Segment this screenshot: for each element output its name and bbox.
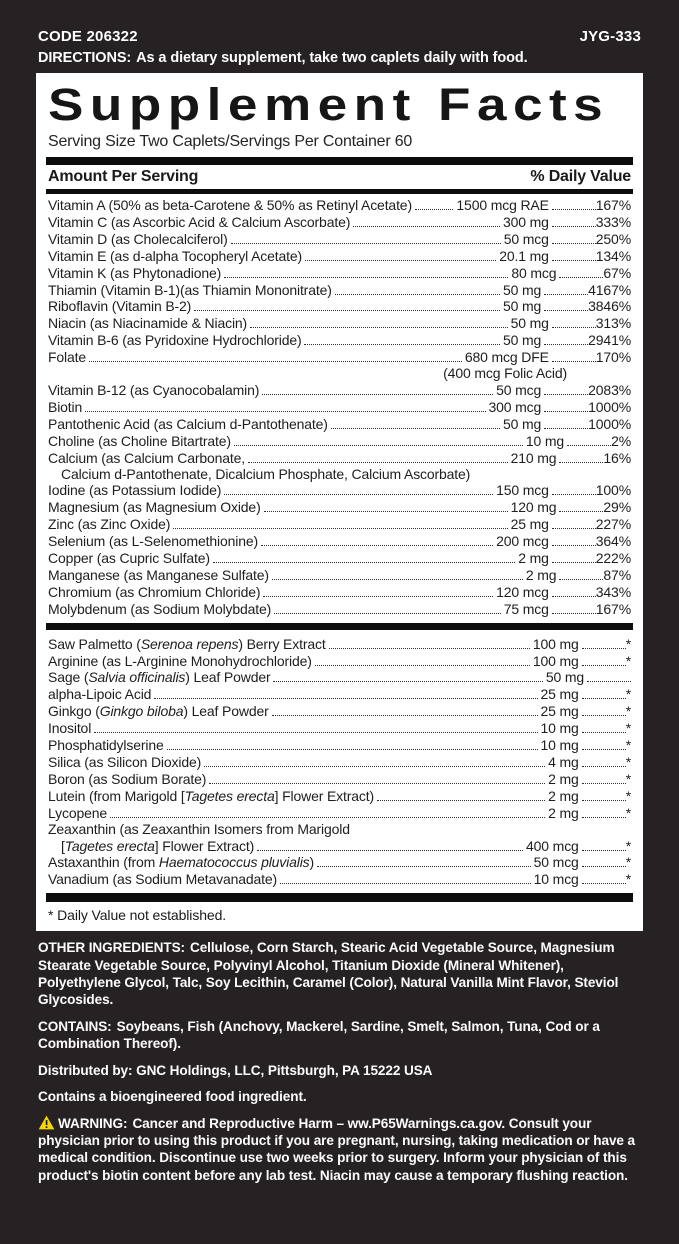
nutrient-daily-value: 2% — [611, 432, 631, 449]
nutrient-name: Pantothenic Acid (as Calcium d-Pantothenate) — [48, 415, 328, 432]
dotted-leader — [209, 771, 545, 784]
warning-triangle-icon — [38, 1115, 55, 1130]
section-divider-bar — [46, 623, 633, 630]
nutrient-row — [48, 399, 631, 416]
nutrient-daily-value: 167% — [595, 600, 631, 617]
nutrient-name: Vitamin D (as Cholecalciferol) — [48, 230, 228, 247]
dotted-leader — [582, 737, 626, 750]
nutrient-daily-value: * — [625, 804, 631, 821]
dotted-leader — [257, 838, 523, 851]
dotted-leader — [552, 533, 596, 546]
dotted-leader — [377, 788, 545, 801]
dotted-leader — [273, 669, 542, 682]
dotted-leader — [331, 416, 500, 429]
dotted-leader — [317, 854, 531, 867]
nutrient-daily-value: 2083% — [588, 381, 631, 398]
daily-value-footnote: * Daily Value not established. — [48, 907, 227, 924]
nutrient-name: Folate — [48, 349, 87, 366]
nutrient-row — [48, 686, 631, 703]
dotted-leader — [94, 720, 537, 733]
nutrient-name: Selenium (as L-Selenomethionine) — [48, 533, 258, 550]
dotted-leader — [544, 382, 588, 395]
dotted-leader — [250, 315, 508, 328]
nutrient-daily-value: 29% — [603, 499, 631, 516]
serving-info: Serving Size Two Caplets/Servings Per Container 60 — [48, 133, 413, 150]
nutrient-name: Copper (as Cupric Sulfate) — [48, 550, 210, 567]
label-top-header — [0, 0, 679, 66]
nutrient-row — [48, 720, 631, 737]
nutrient-daily-value: 170% — [595, 349, 631, 366]
nutrient-daily-value: * — [625, 854, 631, 871]
dotted-leader — [261, 533, 493, 546]
nutrient-amount: 25 mg — [540, 686, 579, 703]
contains-label: CONTAINS: — [38, 1018, 112, 1034]
nutrient-row — [48, 265, 631, 282]
supplement-facts-panel — [36, 73, 643, 931]
dotted-leader — [582, 854, 626, 867]
dotted-leader — [552, 601, 596, 614]
dotted-leader — [173, 516, 507, 529]
nutrient-amount: 150 mcg — [496, 482, 549, 499]
nutrient-amount: 120 mg — [510, 499, 557, 516]
nutrient-daily-value: 167% — [595, 197, 631, 213]
nutrient-row — [48, 231, 631, 248]
nutrient-amount: 4 mg — [548, 754, 579, 770]
nutrient-name: Iodine (as Potassium Iodide) — [48, 482, 222, 499]
nutrient-daily-value: * — [625, 787, 631, 804]
dotted-leader — [204, 754, 545, 767]
vitamins-minerals-table — [46, 194, 633, 620]
dotted-leader — [85, 399, 485, 412]
dotted-leader — [582, 805, 626, 818]
nutrient-row — [48, 838, 631, 855]
nutrient-daily-value: 16% — [603, 449, 631, 466]
dotted-leader — [544, 416, 588, 429]
nutrient-row — [48, 332, 631, 349]
nutrient-daily-value: 1000% — [588, 415, 631, 432]
nutrient-name: Astaxanthin (from Haematococcus pluvialis) — [48, 854, 315, 871]
nutrient-daily-value: 67% — [603, 264, 631, 281]
nutrient-amount: 210 mg — [510, 449, 557, 466]
nutrient-name: Molybdenum (as Sodium Molybdate) — [48, 600, 272, 617]
nutrient-amount: 10 mg — [540, 720, 579, 737]
distributed-by: Distributed by: GNC Holdings, LLC, Pittsburgh, PA 15222 USA — [38, 1062, 433, 1078]
dotted-leader — [274, 601, 501, 614]
nutrient-amount: 2 mg — [548, 787, 579, 804]
dotted-leader — [248, 450, 508, 463]
nutrient-name: Zinc (as Zinc Oxide) — [48, 516, 171, 533]
nutrient-amount: 50 mg — [502, 281, 542, 298]
nutrient-name: Boron (as Sodium Borate) — [48, 770, 207, 787]
nutrient-amount: 10 mcg — [533, 871, 579, 888]
dotted-leader — [544, 399, 588, 412]
dotted-leader — [559, 499, 603, 512]
divider-bar — [46, 157, 633, 165]
nutrient-row — [48, 298, 631, 315]
nutrient-row — [48, 450, 631, 467]
dotted-leader — [544, 282, 588, 295]
dotted-leader — [587, 669, 631, 682]
dotted-leader — [552, 584, 596, 597]
nutrient-row — [48, 584, 631, 601]
nutrient-name: Sage (Salvia officinalis) Leaf Powder — [48, 669, 271, 686]
nutrient-amount: 2 mg — [548, 804, 579, 821]
dotted-leader — [280, 871, 531, 884]
contains-text: Soybeans, Fish (Anchovy, Mackerel, Sardine, Smelt, Salmon, Tuna, Cod or a Combination Thereof). — [38, 1018, 600, 1052]
nutrient-daily-value: 343% — [595, 583, 631, 600]
nutrient-amount: 2 mg — [525, 566, 557, 583]
nutrient-amount: 300 mcg — [488, 398, 542, 415]
dotted-leader — [567, 433, 611, 446]
dotted-leader — [582, 838, 626, 851]
nutrient-amount: 10 mg — [525, 432, 565, 449]
nutrient-daily-value: 313% — [595, 315, 631, 332]
dotted-leader — [234, 433, 523, 446]
warning-text: Cancer and Reproductive Harm – ww.P65Warnings.ca.gov. Consult your physician prior to using this product if you are pregnant, nursing, taking medication or have a medical condition. Discontinue use two weeks prior to surgery. Inform your physician of this product's biotin content before any lab test. Niacin may cause a temporary flushing reaction. — [38, 1115, 636, 1183]
nutrient-name: Vitamin B-6 (as Pyridoxine Hydrochloride) — [48, 332, 302, 349]
dotted-leader — [194, 298, 500, 311]
nutrient-name: Vitamin C (as Ascorbic Acid & Calcium Ascorbate) — [48, 213, 351, 230]
dotted-leader — [353, 214, 500, 227]
dotted-leader — [263, 584, 493, 597]
nutrient-row — [48, 567, 631, 584]
nutrient-subrow — [48, 467, 631, 483]
warning-label: WARNING: — [58, 1115, 128, 1131]
dotted-leader — [262, 382, 493, 395]
nutrient-row — [48, 550, 631, 567]
code-row — [38, 28, 641, 45]
nutrient-daily-value: 222% — [595, 550, 631, 567]
dotted-leader — [304, 332, 500, 345]
amount-per-serving-header: Amount Per Serving — [48, 168, 199, 185]
dotted-leader — [582, 720, 626, 733]
nutrient-row — [48, 499, 631, 516]
dotted-leader — [552, 482, 596, 495]
nutrient-daily-value: 227% — [595, 516, 631, 533]
nutrient-name: Phosphatidylserine — [48, 737, 164, 754]
nutrient-name: alpha-Lipoic Acid — [48, 686, 152, 703]
nutrient-row — [48, 516, 631, 533]
divider-bar — [46, 893, 633, 902]
nutrient-daily-value: 100% — [595, 482, 631, 499]
nutrient-amount: 50 mg — [502, 298, 542, 315]
nutrient-name: Biotin — [48, 398, 83, 415]
directions-label: DIRECTIONS: — [38, 50, 132, 66]
nutrient-row — [48, 214, 631, 231]
dotted-leader — [582, 636, 626, 649]
nutrient-daily-value: 250% — [595, 230, 631, 247]
dotted-leader — [272, 703, 538, 716]
nutrient-row — [48, 601, 631, 618]
dotted-leader — [559, 567, 603, 580]
nutrient-daily-value: 3846% — [588, 298, 631, 315]
nutrient-amount: 2 mg — [518, 550, 549, 567]
nutrient-amount: 100 mg — [532, 635, 579, 652]
dotted-leader — [552, 550, 596, 563]
dotted-leader — [552, 214, 596, 227]
dotted-leader — [582, 703, 626, 716]
column-header-row — [46, 165, 633, 189]
nutrient-row — [48, 349, 631, 366]
nutrient-amount: 50 mg — [545, 669, 584, 686]
nutrient-daily-value: * — [625, 686, 631, 703]
nutrient-name: Thiamin (Vitamin B-1)(as Thiamin Mononitrate) — [48, 281, 332, 298]
nutrient-row — [48, 805, 631, 822]
nutrient-sub-text: (400 mcg Folic Acid) — [443, 365, 567, 382]
nutrient-amount: 120 mcg — [496, 583, 549, 600]
nutrient-row — [48, 416, 631, 433]
nutrient-name: Silica (as Silicon Dioxide) — [48, 754, 202, 770]
product-sku: JYG-333 — [579, 28, 641, 45]
nutrient-row — [48, 197, 631, 214]
dotted-leader — [335, 282, 500, 295]
nutrient-row — [48, 754, 631, 771]
nutrient-name: Choline (as Choline Bitartrate) — [48, 432, 231, 449]
dotted-leader — [552, 197, 596, 210]
nutrient-daily-value: 134% — [595, 247, 631, 264]
dotted-leader — [544, 298, 588, 311]
dotted-leader — [264, 499, 508, 512]
nutrient-name: Zeaxanthin (as Zeaxanthin Isomers from Marigold — [48, 820, 350, 837]
dotted-leader — [329, 636, 530, 649]
nutrient-amount: 300 mg — [502, 213, 549, 230]
dotted-leader — [582, 653, 626, 666]
nutrient-daily-value: 87% — [603, 566, 631, 583]
nutrient-amount: 50 mg — [502, 415, 542, 432]
dotted-leader — [559, 450, 603, 463]
nutrient-daily-value: * — [625, 770, 631, 787]
dotted-leader — [552, 349, 596, 362]
nutrient-amount: 25 mg — [540, 703, 579, 720]
dotted-leader — [305, 248, 496, 261]
nutrient-name: Saw Palmetto (Serenoa repens) Berry Extract — [48, 635, 326, 652]
nutrient-row — [48, 653, 631, 670]
nutrient-name: Ginkgo (Ginkgo biloba) Leaf Powder — [48, 703, 269, 720]
nutrient-row — [48, 533, 631, 550]
nutrient-daily-value: * — [625, 737, 631, 754]
nutrient-name: Arginine (as L-Arginine Monohydrochloride) — [48, 652, 312, 669]
nutrient-amount: 75 mcg — [503, 600, 549, 617]
nutrient-name: Vitamin A (50% as beta-Carotene & 50% as Retinyl Acetate) — [48, 197, 412, 213]
nutrient-row — [48, 788, 631, 805]
nutrient-row — [48, 248, 631, 265]
nutrient-name: Vitamin K (as Phytonadione) — [48, 264, 222, 281]
nutrient-name: Lutein (from Marigold [Tagetes erecta] Flower Extract) — [48, 787, 374, 804]
nutrient-daily-value: * — [625, 635, 631, 652]
product-code: CODE 206322 — [38, 28, 138, 45]
nutrient-row — [48, 382, 631, 399]
nutrient-amount: 10 mg — [540, 737, 579, 754]
nutrient-row — [48, 315, 631, 332]
nutrient-amount: 50 mcg — [496, 381, 542, 398]
nutrient-daily-value: 364% — [595, 533, 631, 550]
nutrient-name: Calcium (as Calcium Carbonate, — [48, 449, 246, 466]
dotted-leader — [213, 550, 515, 563]
panel-title: Supplement Facts — [48, 79, 610, 130]
label-bottom-text — [38, 939, 641, 1184]
dotted-leader — [559, 265, 603, 278]
dotted-leader — [89, 349, 462, 362]
warning-statement — [38, 1115, 641, 1185]
dotted-leader — [552, 248, 596, 261]
nutrient-amount: 20.1 mg — [499, 247, 549, 264]
nutrient-name: Vitamin E (as d-alpha Tocopheryl Acetate) — [48, 247, 303, 264]
dotted-leader — [582, 871, 626, 884]
daily-value-header: % Daily Value — [530, 168, 631, 185]
directions-text: As a dietary supplement, take two caplets daily with food. — [136, 50, 528, 66]
bioengineered-statement: Contains a bioengineered food ingredient. — [38, 1089, 307, 1105]
nutrient-row — [48, 871, 631, 888]
other-ingredients-label: OTHER INGREDIENTS: — [38, 940, 185, 956]
dotted-leader — [224, 482, 493, 495]
nutrient-daily-value: * — [625, 754, 631, 770]
nutrient-row — [48, 433, 631, 450]
nutrient-amount: 100 mg — [532, 652, 579, 669]
nutrient-row — [48, 282, 631, 299]
nutrient-name: Manganese (as Manganese Sulfate) — [48, 566, 269, 583]
nutrient-daily-value: 1000% — [588, 398, 631, 415]
dotted-leader — [582, 788, 626, 801]
nutrient-amount: 400 mcg — [526, 837, 579, 854]
dotted-leader — [272, 567, 523, 580]
dotted-leader — [582, 686, 626, 699]
nutrient-daily-value: * — [625, 837, 631, 854]
nutrient-row — [48, 771, 631, 788]
nutrient-row — [48, 636, 631, 653]
nutrient-subrow — [48, 366, 631, 382]
nutrient-amount: 50 mg — [502, 332, 542, 349]
nutrient-daily-value: * — [625, 720, 631, 737]
dotted-leader — [552, 231, 596, 244]
nutrient-daily-value: * — [625, 871, 631, 888]
nutrient-daily-value: 4167% — [588, 281, 631, 298]
nutrient-name: Chromium (as Chromium Chloride) — [48, 583, 261, 600]
dotted-leader — [552, 315, 596, 328]
contains-statement — [38, 1018, 641, 1053]
nutrient-row — [48, 854, 631, 871]
dotted-leader — [315, 653, 530, 666]
dotted-leader — [154, 686, 537, 699]
other-ingredients — [38, 939, 641, 1009]
dotted-leader — [582, 771, 626, 784]
nutrient-amount: 25 mg — [510, 516, 549, 533]
dotted-leader — [231, 231, 501, 244]
dotted-leader — [415, 197, 453, 210]
nutrient-amount: 200 mcg — [496, 533, 549, 550]
nutrient-name: Lycopene — [48, 804, 107, 821]
nutrient-row — [48, 703, 631, 720]
dotted-leader — [552, 516, 596, 529]
nutrient-sub-text: Calcium d-Pantothenate, Dicalcium Phosphate, Calcium Ascorbate) — [61, 465, 471, 482]
nutrient-row — [48, 822, 631, 838]
nutrient-amount: 50 mcg — [533, 854, 579, 871]
other-actives-table — [46, 633, 633, 891]
nutrient-name: Riboflavin (Vitamin B-2) — [48, 298, 192, 315]
nutrient-name: Magnesium (as Magnesium Oxide) — [48, 499, 261, 516]
nutrient-daily-value: 2941% — [588, 332, 631, 349]
nutrient-amount: 80 mcg — [511, 264, 557, 281]
nutrient-name: Niacin (as Niacinamide & Niacin) — [48, 315, 248, 332]
nutrient-row — [48, 737, 631, 754]
nutrient-row — [48, 482, 631, 499]
nutrient-daily-value: 333% — [595, 213, 631, 230]
nutrient-amount: 1500 mcg RAE — [456, 197, 549, 213]
nutrient-daily-value: * — [625, 703, 631, 720]
nutrient-daily-value: * — [625, 652, 631, 669]
nutrient-name: Inositol — [48, 720, 92, 737]
nutrient-name: [Tagetes erecta] Flower Extract) — [61, 837, 255, 854]
dotted-leader — [110, 805, 545, 818]
nutrient-row — [48, 669, 631, 686]
nutrient-amount: 2 mg — [548, 770, 579, 787]
dotted-leader — [544, 332, 588, 345]
dotted-leader — [167, 737, 538, 750]
nutrient-amount: 50 mcg — [503, 230, 549, 247]
nutrient-amount: 680 mcg DFE — [464, 349, 549, 366]
dotted-leader — [224, 265, 508, 278]
nutrient-name: Vanadium (as Sodium Metavanadate) — [48, 871, 278, 888]
other-ingredients-text: Cellulose, Corn Starch, Stearic Acid Vegetable Source, Magnesium Stearate Vegetable Source, Polyvinyl Alcohol, Titanium Dioxide (Mineral Whitener), Polyethylene Glycol, Talc, Soy Lecithin, Caramel (Color), Natural Vanilla Mint Flavor, Steviol Glycosides. — [38, 940, 619, 1008]
dotted-leader — [582, 754, 626, 767]
nutrient-name: Vitamin B-12 (as Cyanocobalamin) — [48, 381, 260, 398]
nutrient-amount: 50 mg — [510, 315, 549, 332]
directions-line — [38, 50, 641, 66]
